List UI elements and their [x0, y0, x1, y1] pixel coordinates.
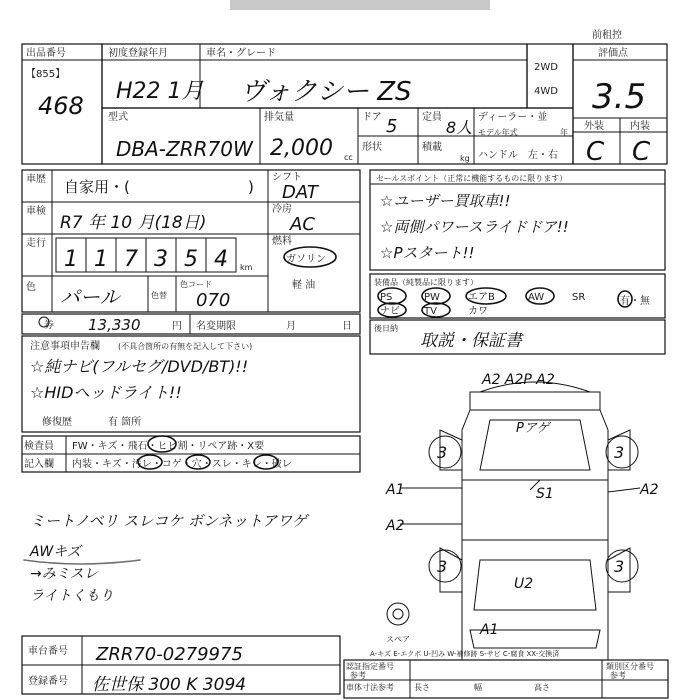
mark-front: A2 A2P A2	[482, 372, 555, 388]
displacement-value: 2,000	[270, 136, 333, 161]
fuel-gasoline: ガソリン	[286, 254, 326, 265]
plate-label: 登録番号	[28, 676, 68, 687]
sales-points-label: セールスポイント（正常に機能するものに限ります）	[376, 174, 568, 183]
note-item: ☆純ナビ(フルセグ/DVD/BT)!!	[30, 357, 249, 376]
lot-number: 468	[38, 92, 84, 120]
usage-label: 車歴	[26, 174, 46, 185]
mark-bonnet: Pアゲ	[516, 421, 550, 436]
repair-label: 修復歴	[42, 417, 72, 428]
chassis-label: 車台番号	[28, 646, 68, 657]
score-label: 評価点	[598, 48, 628, 59]
color-change-label: 色替	[151, 291, 167, 300]
remark-line: ミートノベリ スレコケ ボンネットアワゲ	[30, 512, 308, 530]
ac-value: AC	[290, 214, 315, 235]
load-unit: kg	[460, 154, 470, 163]
repair-value: 有 箇所	[108, 417, 142, 428]
ac-label: 冷房	[272, 204, 292, 215]
tax-label: 券	[44, 320, 54, 331]
color-code: 070	[196, 290, 231, 311]
mark-left-a1: A1	[386, 482, 405, 498]
mileage-digit: 3	[154, 247, 168, 272]
expiry-day: 日	[342, 321, 352, 332]
doors-label: ドア	[362, 112, 382, 123]
model-label: 型式	[108, 112, 128, 123]
height-label: 高さ	[534, 683, 550, 692]
equip-item: TV	[424, 306, 437, 317]
capacity-value: 8人	[446, 118, 473, 137]
mileage-label: 走行	[26, 238, 46, 249]
car-diagram	[387, 382, 638, 660]
chassis-value: ZRR70-0279975	[96, 644, 243, 665]
exterior-label: 外装	[584, 121, 604, 132]
inspection-label: 車検	[26, 206, 46, 217]
mileage-unit: km	[240, 263, 253, 272]
shape-label: 形状	[362, 142, 382, 153]
inspector-label: 検査員	[24, 441, 54, 452]
displacement-unit: cc	[344, 153, 353, 162]
color-value: パール	[60, 285, 120, 309]
mileage-digit: 5	[184, 247, 198, 272]
mileage-digit: 1	[94, 247, 108, 272]
equip-item: エアB	[468, 292, 495, 303]
svg-text:): )	[248, 178, 254, 196]
equip-item: SR	[572, 292, 586, 303]
lot-label: 出品番号	[26, 48, 66, 59]
cert-label: 認証指定番号	[346, 662, 394, 671]
header-smudge	[230, 0, 490, 10]
car-name-value: ヴォクシー ZS	[240, 77, 412, 107]
notes-label: 注意事項申告欄	[30, 341, 100, 352]
remark-line: AWキズ	[30, 544, 81, 560]
equip-item: ナビ	[380, 306, 400, 317]
doors-value: 5	[386, 116, 398, 137]
dealer-label: ディーラー・並	[478, 112, 548, 123]
model-year-label: モデル年式	[478, 128, 518, 137]
handle-label: ハンドル	[478, 150, 518, 161]
exterior-score: C	[586, 137, 605, 167]
mileage-digit: 4	[214, 247, 228, 272]
drive-4wd: 4WD	[534, 86, 558, 97]
inspection-value: R7 年 10 月(18日)	[60, 213, 207, 233]
color-label: 色	[26, 282, 36, 293]
equip-item: PS	[380, 292, 393, 303]
fuel-diesel: 軽 油	[292, 280, 316, 291]
first-reg-value: H22 1月	[116, 79, 204, 104]
diagram-legend: A-キズ E-エクボ U-凹み W-補修跡 S-サビ C-腐食 XX-交換済	[370, 650, 560, 658]
mark-wheel: 3	[437, 443, 448, 462]
handle-value: 左・右	[528, 150, 558, 161]
mileage-digits	[56, 238, 236, 272]
remark-line: →みミスレ	[30, 566, 98, 582]
width-label: 幅	[474, 683, 482, 692]
load-label: 積載	[422, 142, 442, 153]
mark-s1: S1	[536, 486, 554, 502]
sunroof-value: 有・無	[620, 296, 650, 307]
drive-2wd: 2WD	[534, 62, 558, 73]
inspector-row1: FW・キズ・飛石・ヒビ割・リペア跡・X要	[72, 441, 265, 452]
mark-wheel: 3	[614, 443, 625, 462]
mark-wheel: 3	[614, 557, 625, 576]
lot-code: 【855】	[26, 69, 66, 80]
displacement-label: 排気量	[264, 112, 294, 123]
first-reg-label: 初度登録年月	[108, 48, 168, 59]
remark-line: ライトくもり	[30, 588, 114, 604]
equipment-label: 装備品（純製品に限ります）	[374, 278, 478, 287]
interior-label: 内装	[630, 121, 650, 132]
sales-point-item: ☆両側パワースライドドア!!	[380, 218, 569, 236]
cert-sub: 参考	[350, 671, 366, 680]
length-label: 長さ	[414, 683, 430, 692]
plate-value: 佐世保 300 K 3094	[92, 675, 247, 695]
expiry-label: 名変期限	[196, 321, 236, 332]
color-code-label: 色コード	[180, 280, 212, 289]
notes-sub: (不具合箇所の有無を記入して下さい)	[118, 342, 253, 351]
shift-label: シフト	[272, 172, 302, 183]
equip-item: カワ	[468, 306, 488, 317]
sales-point-item: ☆Pスタート!!	[380, 244, 475, 262]
tax-unit: 円	[172, 321, 182, 332]
expiry-month: 月	[286, 321, 296, 332]
mark-right-a2: A2	[640, 482, 659, 498]
class-label: 類別区分番号	[606, 662, 654, 671]
class-sub: 参考	[610, 671, 626, 680]
equip-item: PW	[424, 292, 440, 303]
score-value: 3.5	[592, 77, 647, 117]
tax-value: 13,330	[88, 316, 141, 334]
capacity-label: 定員	[422, 112, 442, 123]
fuel-label: 燃料	[272, 236, 292, 247]
rear-notes-label: 後日納	[374, 324, 398, 333]
mark-wheel: 3	[437, 557, 448, 576]
sales-point-item: ☆ユーザー買取車!!	[380, 192, 511, 210]
header-top-right: 前租控	[592, 30, 622, 41]
car-name-label: 車名・グレード	[206, 48, 276, 59]
year-unit: 年	[560, 128, 568, 137]
model-value: DBA-ZRR70W	[116, 137, 253, 161]
mileage-digit: 7	[124, 247, 138, 272]
equip-item: AW	[528, 292, 545, 303]
mark-u2: U2	[514, 576, 534, 592]
interior-score: C	[632, 137, 651, 167]
entry-label: 記入欄	[24, 459, 54, 470]
mileage-digit: 1	[64, 247, 78, 272]
mark-left-a2: A2	[386, 518, 405, 534]
mark-bottom-a1: A1	[480, 622, 499, 638]
size-label: 車体寸法参考	[346, 683, 394, 692]
shift-value: DAT	[282, 182, 318, 203]
rear-notes-value: 取説・保証書	[420, 331, 522, 351]
note-item: ☆HIDヘッドライト!!	[30, 383, 182, 402]
inspector-row2: 内装・キズ・汚レ・コゲ・穴・スレ・キレ・破レ	[72, 459, 292, 470]
spare-label: スペア	[386, 635, 410, 644]
spare-wheel-icon	[387, 603, 409, 625]
usage-value: 自家用・(	[64, 178, 130, 196]
